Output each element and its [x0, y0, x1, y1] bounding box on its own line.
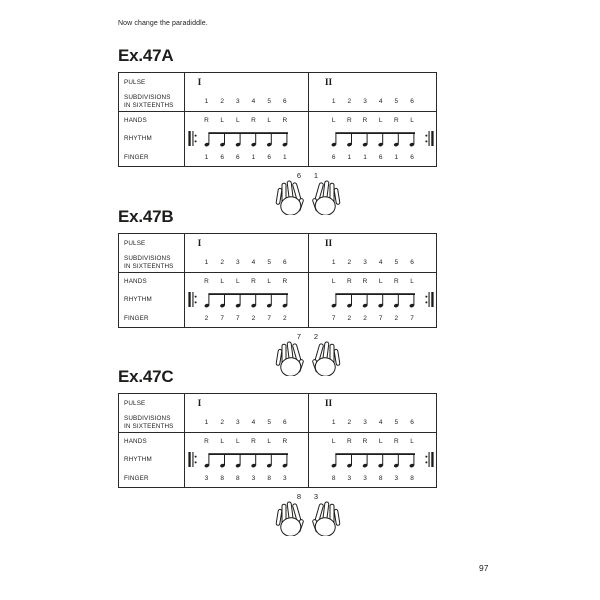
subdivision-numbers — [326, 98, 420, 105]
pulse-row — [119, 394, 436, 413]
beamed-notes-icon — [199, 129, 293, 148]
finger-value: 7 — [220, 314, 224, 322]
pulse-row — [119, 234, 436, 253]
row-label-subdivisions — [119, 94, 184, 110]
hands-cell-2 — [307, 273, 436, 289]
hands-value: R — [251, 437, 256, 445]
finger-numbers — [326, 154, 420, 161]
hands-value: R — [394, 277, 399, 285]
hands-value: R — [346, 277, 352, 285]
hands-cell-1 — [184, 112, 307, 128]
subdivisions-value: 4 — [378, 259, 383, 266]
hand-letters — [326, 438, 420, 445]
end-repeat-icon — [425, 131, 434, 146]
subdivisions-value: 2 — [347, 419, 352, 426]
hands-value: R — [282, 277, 288, 285]
row-label-pulse: PULSE — [124, 240, 146, 247]
finger-value: 7 — [235, 314, 240, 322]
hands-value: R — [204, 116, 209, 124]
row-label-finger: FINGER — [124, 474, 149, 482]
hands-value: L — [331, 437, 336, 445]
hands-value: L — [235, 277, 240, 285]
subdivisions-value: 4 — [378, 98, 383, 105]
hands-value: L — [267, 277, 271, 285]
hands-row — [119, 112, 436, 128]
pulse-numeral: II — [324, 77, 333, 88]
subdivision-numbers — [199, 98, 293, 105]
hands-value: L — [220, 277, 224, 285]
finger-value: 2 — [394, 314, 399, 322]
rhythm-cell-1 — [184, 289, 307, 309]
note-group — [331, 133, 414, 147]
row-label-hands: HANDS — [124, 437, 147, 445]
finger-value: 7 — [267, 314, 271, 322]
exercise-title: Ex.47C — [118, 367, 174, 386]
subdivisions-value: 4 — [251, 98, 256, 105]
row-label-subdivisions-line2: IN SIXTEENTHS — [124, 262, 174, 270]
finger-value: 8 — [220, 474, 224, 482]
begin-repeat-icon — [188, 292, 197, 307]
subdivisions-cell-1 — [184, 253, 307, 272]
hands-value: R — [204, 277, 209, 285]
begin-repeat-icon — [188, 131, 197, 146]
page-number: 97 — [479, 563, 489, 573]
subdivisions-value: 4 — [251, 259, 256, 266]
finger-cell-1 — [184, 469, 307, 487]
beamed-notes-icon — [326, 129, 420, 148]
exercise-table — [118, 72, 437, 167]
finger-value: 7 — [331, 314, 336, 322]
row-label-subdivisions — [119, 255, 184, 271]
note-group — [331, 294, 414, 308]
note-group — [204, 133, 287, 147]
subdivisions-value: 3 — [235, 259, 240, 266]
hands-cell-1 — [184, 273, 307, 289]
subdivisions-value: 6 — [283, 259, 287, 266]
right-hand-icon — [310, 500, 342, 536]
subdivisions-value: 6 — [410, 259, 414, 266]
subdivisions-value: 1 — [331, 259, 336, 266]
finger-cell-2 — [307, 148, 436, 166]
hand-letters — [199, 117, 293, 124]
subdivisions-cell-1 — [184, 92, 307, 111]
subdivisions-cell-1 — [184, 413, 307, 432]
finger-value: 8 — [267, 474, 271, 482]
note-group — [204, 294, 287, 308]
pulse-numeral: II — [324, 238, 333, 249]
subdivisions-value: 4 — [378, 419, 383, 426]
subdivisions-row — [119, 413, 436, 432]
rhythm-row — [119, 449, 436, 469]
pulse-numeral: I — [197, 77, 202, 88]
finger-value: 3 — [204, 474, 209, 482]
subdivisions-value: 2 — [220, 259, 224, 266]
hands-value: L — [410, 437, 414, 445]
hands-value: L — [220, 116, 224, 124]
subdivisions-cell-2 — [307, 413, 436, 432]
finger-value: 3 — [283, 474, 287, 482]
pulse-numeral: II — [324, 398, 333, 409]
hands-value: R — [251, 277, 256, 285]
row-label-pulse: PULSE — [124, 400, 146, 407]
subdivisions-row — [119, 92, 436, 111]
subdivisions-value: 5 — [267, 419, 271, 426]
hands-row — [119, 273, 436, 289]
right-hand-finger-number: 3 — [313, 492, 319, 501]
hands-value: R — [394, 116, 399, 124]
row-label-rhythm: RHYTHM — [124, 455, 152, 463]
finger-numbers — [199, 315, 293, 322]
row-label-subdivisions-line2: IN SIXTEENTHS — [124, 101, 174, 109]
subdivisions-value: 1 — [204, 259, 209, 266]
hand-letters — [326, 117, 420, 124]
hands-value: R — [362, 116, 368, 124]
row-label-subdivisions-line1: SUBDIVISIONS — [124, 254, 171, 262]
row-label-hands: HANDS — [124, 277, 147, 285]
row-label-finger: FINGER — [124, 153, 149, 161]
finger-row — [119, 148, 436, 166]
finger-value: 2 — [251, 314, 256, 322]
hands-illustration — [270, 492, 346, 536]
exercise-table — [118, 393, 437, 488]
finger-cell-1 — [184, 148, 307, 166]
row-label-rhythm: RHYTHM — [124, 134, 152, 142]
subdivision-numbers — [199, 419, 293, 426]
pulse-cell-2 — [307, 73, 436, 92]
row-label-subdivisions-line1: SUBDIVISIONS — [124, 414, 171, 422]
rhythm-cell-2 — [307, 128, 436, 148]
finger-value: 1 — [347, 153, 352, 161]
hand-letters — [326, 278, 420, 285]
beamed-notes-icon — [199, 450, 293, 469]
finger-value: 1 — [204, 153, 209, 161]
subdivisions-value: 3 — [235, 98, 240, 105]
hands-cell-2 — [307, 433, 436, 449]
row-label-subdivisions-line2: IN SIXTEENTHS — [124, 422, 174, 430]
finger-value: 8 — [378, 474, 383, 482]
beamed-notes-icon — [326, 450, 420, 469]
exercise-table — [118, 233, 437, 328]
pulse-cell-2 — [307, 394, 436, 413]
subdivisions-value: 5 — [394, 259, 399, 266]
hands-value: R — [346, 116, 352, 124]
left-hand-finger-number: 7 — [296, 332, 302, 341]
left-hand-finger-number: 6 — [296, 171, 302, 180]
finger-numbers — [326, 475, 420, 482]
hands-value: R — [282, 437, 288, 445]
pulse-row — [119, 73, 436, 92]
finger-numbers — [199, 154, 293, 161]
hands-value: L — [378, 437, 383, 445]
finger-value: 8 — [235, 474, 240, 482]
finger-row — [119, 309, 436, 327]
hands-cell-1 — [184, 433, 307, 449]
subdivision-numbers — [326, 419, 420, 426]
subdivisions-value: 5 — [267, 259, 271, 266]
pulse-cell-1 — [184, 394, 307, 413]
subdivision-numbers — [326, 259, 420, 266]
note-group — [204, 454, 287, 468]
subdivisions-cell-2 — [307, 253, 436, 272]
hands-value: L — [267, 437, 271, 445]
exercise-block — [118, 207, 458, 376]
hands-value: L — [220, 437, 224, 445]
subdivisions-value: 1 — [204, 98, 209, 105]
hands-value: L — [331, 116, 336, 124]
subdivisions-value: 2 — [347, 98, 352, 105]
subdivisions-row — [119, 253, 436, 272]
hands-value: L — [235, 437, 240, 445]
row-label-subdivisions — [119, 415, 184, 431]
finger-numbers — [199, 475, 293, 482]
finger-value: 7 — [410, 314, 414, 322]
right-hand-finger-number: 1 — [313, 171, 319, 180]
rhythm-cell-1 — [184, 128, 307, 148]
hands-value: L — [378, 277, 383, 285]
finger-value: 8 — [331, 474, 336, 482]
rhythm-cell-2 — [307, 289, 436, 309]
finger-value: 6 — [410, 153, 414, 161]
subdivisions-value: 2 — [347, 259, 352, 266]
pulse-numeral: I — [197, 398, 202, 409]
open-hands-pair-icon — [270, 492, 346, 536]
hands-value: R — [282, 116, 288, 124]
finger-value: 8 — [410, 474, 414, 482]
hands-value: L — [378, 116, 383, 124]
finger-row — [119, 469, 436, 487]
finger-value: 7 — [378, 314, 383, 322]
hand-letters — [199, 278, 293, 285]
subdivisions-value: 2 — [220, 419, 224, 426]
finger-cell-2 — [307, 309, 436, 327]
pulse-numeral: I — [197, 238, 202, 249]
hands-value: R — [394, 437, 399, 445]
row-label-finger: FINGER — [124, 314, 149, 322]
exercise-title: Ex.47B — [118, 207, 174, 226]
finger-value: 2 — [283, 314, 287, 322]
finger-value: 3 — [394, 474, 399, 482]
pulse-cell-1 — [184, 234, 307, 253]
left-hand-finger-number: 8 — [296, 492, 302, 501]
finger-value: 2 — [204, 314, 209, 322]
finger-value: 1 — [251, 153, 256, 161]
end-repeat-icon — [425, 292, 434, 307]
finger-value: 2 — [347, 314, 352, 322]
finger-value: 3 — [251, 474, 256, 482]
row-label-pulse: PULSE — [124, 79, 146, 86]
finger-value: 1 — [394, 153, 399, 161]
hand-letters — [199, 438, 293, 445]
subdivisions-value: 6 — [283, 98, 287, 105]
subdivisions-value: 1 — [204, 419, 209, 426]
subdivisions-value: 3 — [363, 419, 367, 426]
subdivisions-value: 3 — [363, 259, 367, 266]
finger-numbers — [326, 315, 420, 322]
finger-value: 6 — [378, 153, 383, 161]
exercise-block — [118, 367, 458, 536]
intro-text: Now change the paradiddle. — [118, 20, 208, 27]
finger-value: 6 — [267, 153, 271, 161]
subdivisions-value: 5 — [394, 419, 399, 426]
rhythm-cell-1 — [184, 449, 307, 469]
subdivisions-value: 1 — [331, 419, 336, 426]
end-repeat-icon — [425, 452, 434, 467]
exercise-title: Ex.47A — [118, 46, 174, 65]
hands-value: L — [410, 116, 414, 124]
hands-cell-2 — [307, 112, 436, 128]
finger-value: 2 — [363, 314, 367, 322]
finger-value: 1 — [363, 153, 367, 161]
hands-value: R — [362, 437, 368, 445]
subdivisions-value: 4 — [251, 419, 256, 426]
finger-value: 6 — [331, 153, 336, 161]
subdivisions-value: 6 — [410, 98, 414, 105]
hands-value: R — [204, 437, 209, 445]
note-group — [331, 454, 414, 468]
subdivision-numbers — [199, 259, 293, 266]
subdivisions-value: 3 — [363, 98, 367, 105]
hands-value: L — [331, 277, 336, 285]
finger-cell-1 — [184, 309, 307, 327]
rhythm-cell-2 — [307, 449, 436, 469]
subdivisions-value: 6 — [283, 419, 287, 426]
pulse-cell-1 — [184, 73, 307, 92]
pulse-cell-2 — [307, 234, 436, 253]
subdivisions-value: 5 — [267, 98, 271, 105]
left-hand-icon — [273, 500, 305, 536]
subdivisions-value: 5 — [394, 98, 399, 105]
begin-repeat-icon — [188, 452, 197, 467]
subdivisions-value: 6 — [410, 419, 414, 426]
row-label-hands: HANDS — [124, 116, 147, 124]
finger-value: 6 — [220, 153, 224, 161]
hands-value: L — [410, 277, 414, 285]
subdivisions-value: 3 — [235, 419, 240, 426]
finger-cell-2 — [307, 469, 436, 487]
subdivisions-value: 2 — [220, 98, 224, 105]
hands-value: R — [251, 116, 256, 124]
rhythm-row — [119, 128, 436, 148]
beamed-notes-icon — [326, 290, 420, 309]
hands-row — [119, 433, 436, 449]
subdivisions-cell-2 — [307, 92, 436, 111]
beamed-notes-icon — [199, 290, 293, 309]
rhythm-row — [119, 289, 436, 309]
finger-value: 6 — [235, 153, 240, 161]
hands-value: R — [346, 437, 352, 445]
exercise-block — [118, 46, 458, 215]
row-label-rhythm: RHYTHM — [124, 295, 152, 303]
finger-value: 3 — [363, 474, 367, 482]
hands-value: L — [267, 116, 271, 124]
row-label-subdivisions-line1: SUBDIVISIONS — [124, 93, 171, 101]
hands-value: R — [362, 277, 368, 285]
subdivisions-value: 1 — [331, 98, 336, 105]
finger-value: 3 — [347, 474, 352, 482]
hands-value: L — [235, 116, 240, 124]
finger-value: 1 — [283, 153, 287, 161]
right-hand-finger-number: 2 — [313, 332, 319, 341]
